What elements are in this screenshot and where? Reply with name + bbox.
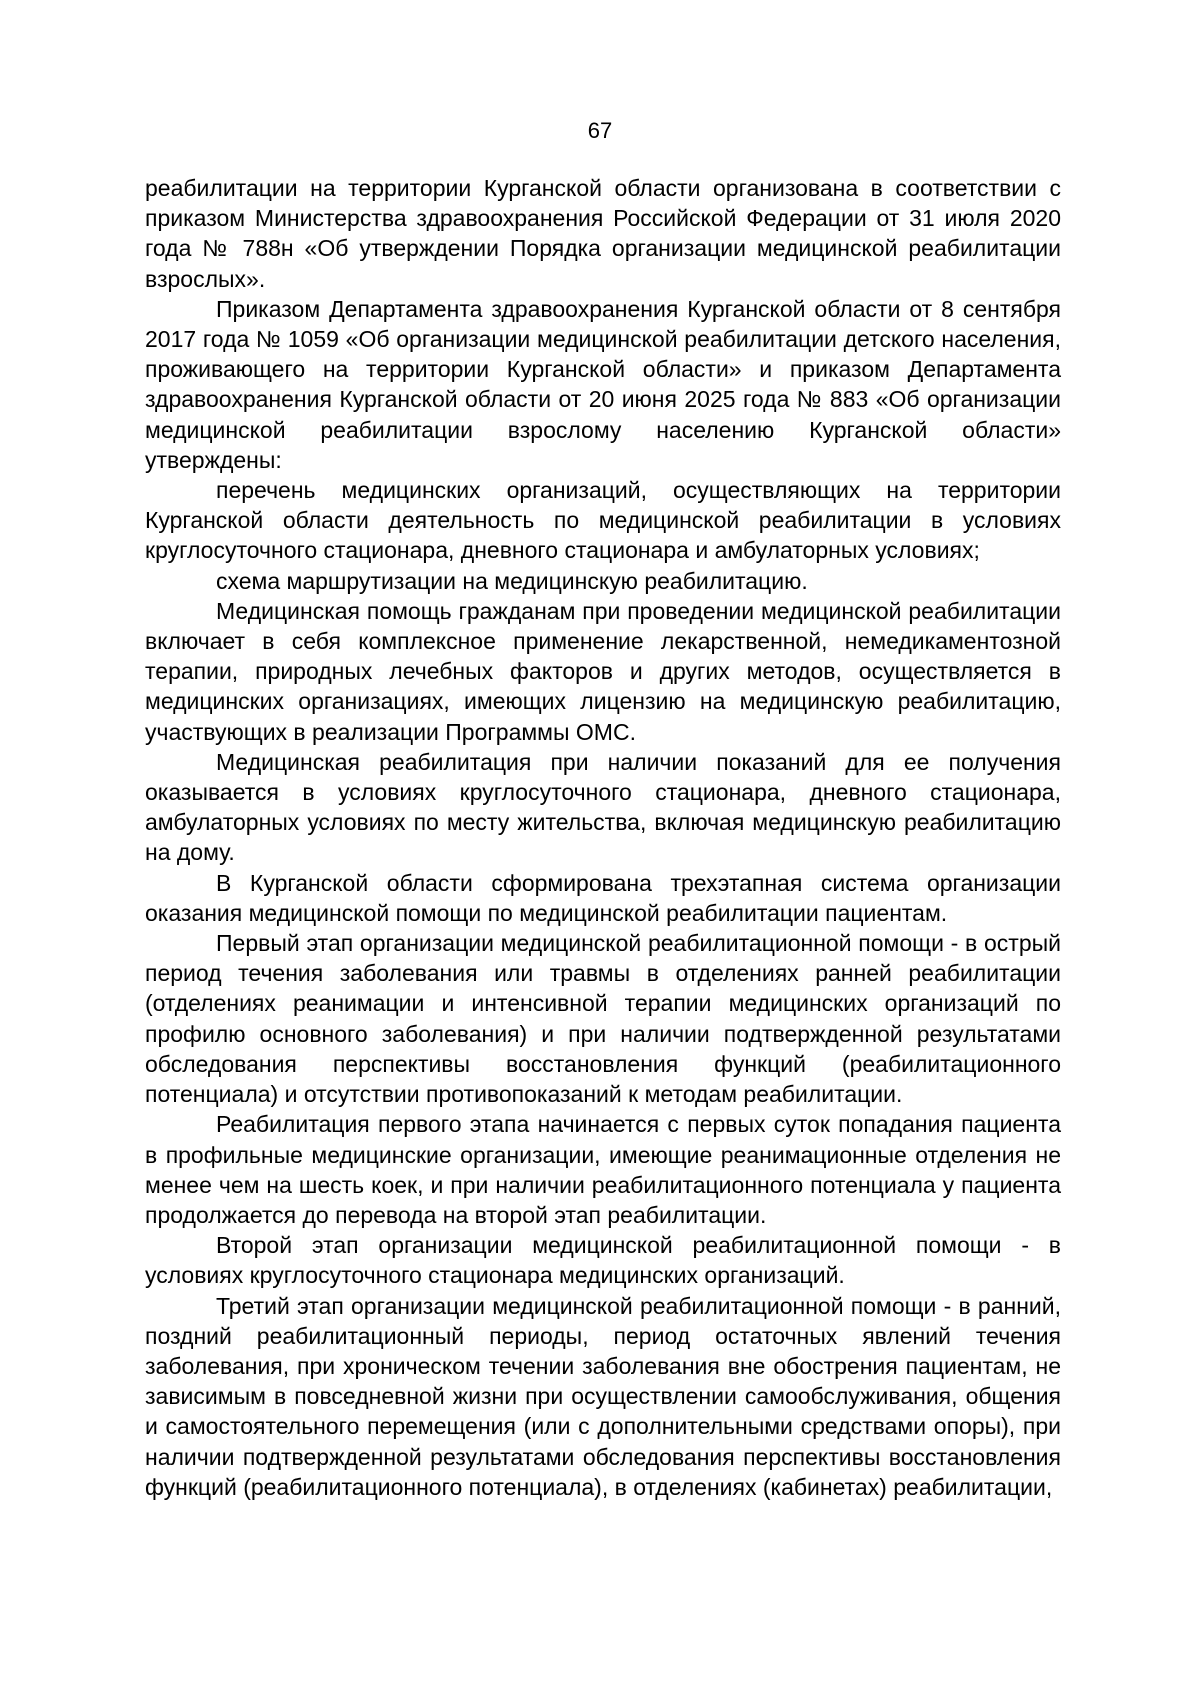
paragraph: Первый этап организации медицинской реабилитационной помощи - в острый период течения заболевания или травмы в отделениях ранней реабилитации (отделениях реанимации и интенсивной терапии медицинских организаций по профилю основного заболевания) и при наличии подтвержденной результатами обследования перспективы восстановления функций (реабилитационного потенциала) и отсутствии противопоказаний к методам реабилитации.	[145, 930, 1061, 1108]
document-body	[145, 173, 1061, 1502]
paragraph: Реабилитация первого этапа начинается с первых суток попадания пациента в профильные медицинские организации, имеющие реанимационные отделения не менее чем на шесть коек, и при наличии реабилитационного потенциала у пациента продолжается до перевода на второй этап реабилитации.	[145, 1111, 1061, 1228]
paragraph: Второй этап организации медицинской реабилитационной помощи - в условиях круглосуточного стационара медицинских организаций.	[145, 1232, 1061, 1289]
paragraph: Медицинская реабилитация при наличии показаний для ее получения оказывается в условиях круглосуточного стационара, дневного стационара, амбулаторных условиях по месту жительства, включая медицинскую реабилитацию на дому.	[145, 748, 1061, 866]
paragraph: Медицинская помощь гражданам при проведении медицинской реабилитации включает в себя комплексное применение лекарственной, немедикаментозной терапии, природных лечебных факторов и других методов, осуществляется в медицинских организациях, имеющих лицензию на медицинскую реабилитацию, участвующих в реализации Программы ОМС.	[145, 597, 1061, 745]
page-number: 67	[587, 118, 613, 143]
paragraph: Третий этап организации медицинской реабилитационной помощи - в ранний, поздний реабилитационный периоды, период остаточных явлений течения заболевания, при хроническом течении заболевания вне обострения пациентам, не зависимым в повседневной жизни при осуществлении самообслуживания, общения и самостоятельного перемещения (или с дополнительными средствами опоры), при наличии подтвержденной результатами обследования перспективы восстановления функций (реабилитационного потенциала), в отделениях (кабинетах) реабилитации,	[145, 1292, 1061, 1500]
paragraph: схема маршрутизации на медицинскую реабилитацию.	[216, 567, 808, 594]
paragraph: В Курганской области сформирована трехэтапная система организации оказания медицинской помощи по медицинской реабилитации пациентам.	[145, 869, 1061, 926]
paragraph-continuation: реабилитации на территории Курганской области организована в соответствии с приказом Министерства здравоохранения Российской Федерации от 31 июля 2020 года № 788н «Об утверждении Порядка организации медицинской реабилитации взрослых».	[145, 175, 1061, 292]
paragraph: Приказом Департамента здравоохранения Курганской области от 8 сентября 2017 года № 1059 «Об организации медицинской реабилитации детского населения, проживающего на территории Курганской области» и приказом Департамента здравоохранения Курганской области от 20 июня 2025 года № 883 «Об организации медицинской реабилитации взрослому населению Курганской области» утверждены:	[145, 295, 1061, 473]
paragraph: перечень медицинских организаций, осуществляющих на территории Курганской области деятельность по медицинской реабилитации в условиях круглосуточного стационара, дневного стационара и амбулаторных условиях;	[145, 477, 1061, 564]
